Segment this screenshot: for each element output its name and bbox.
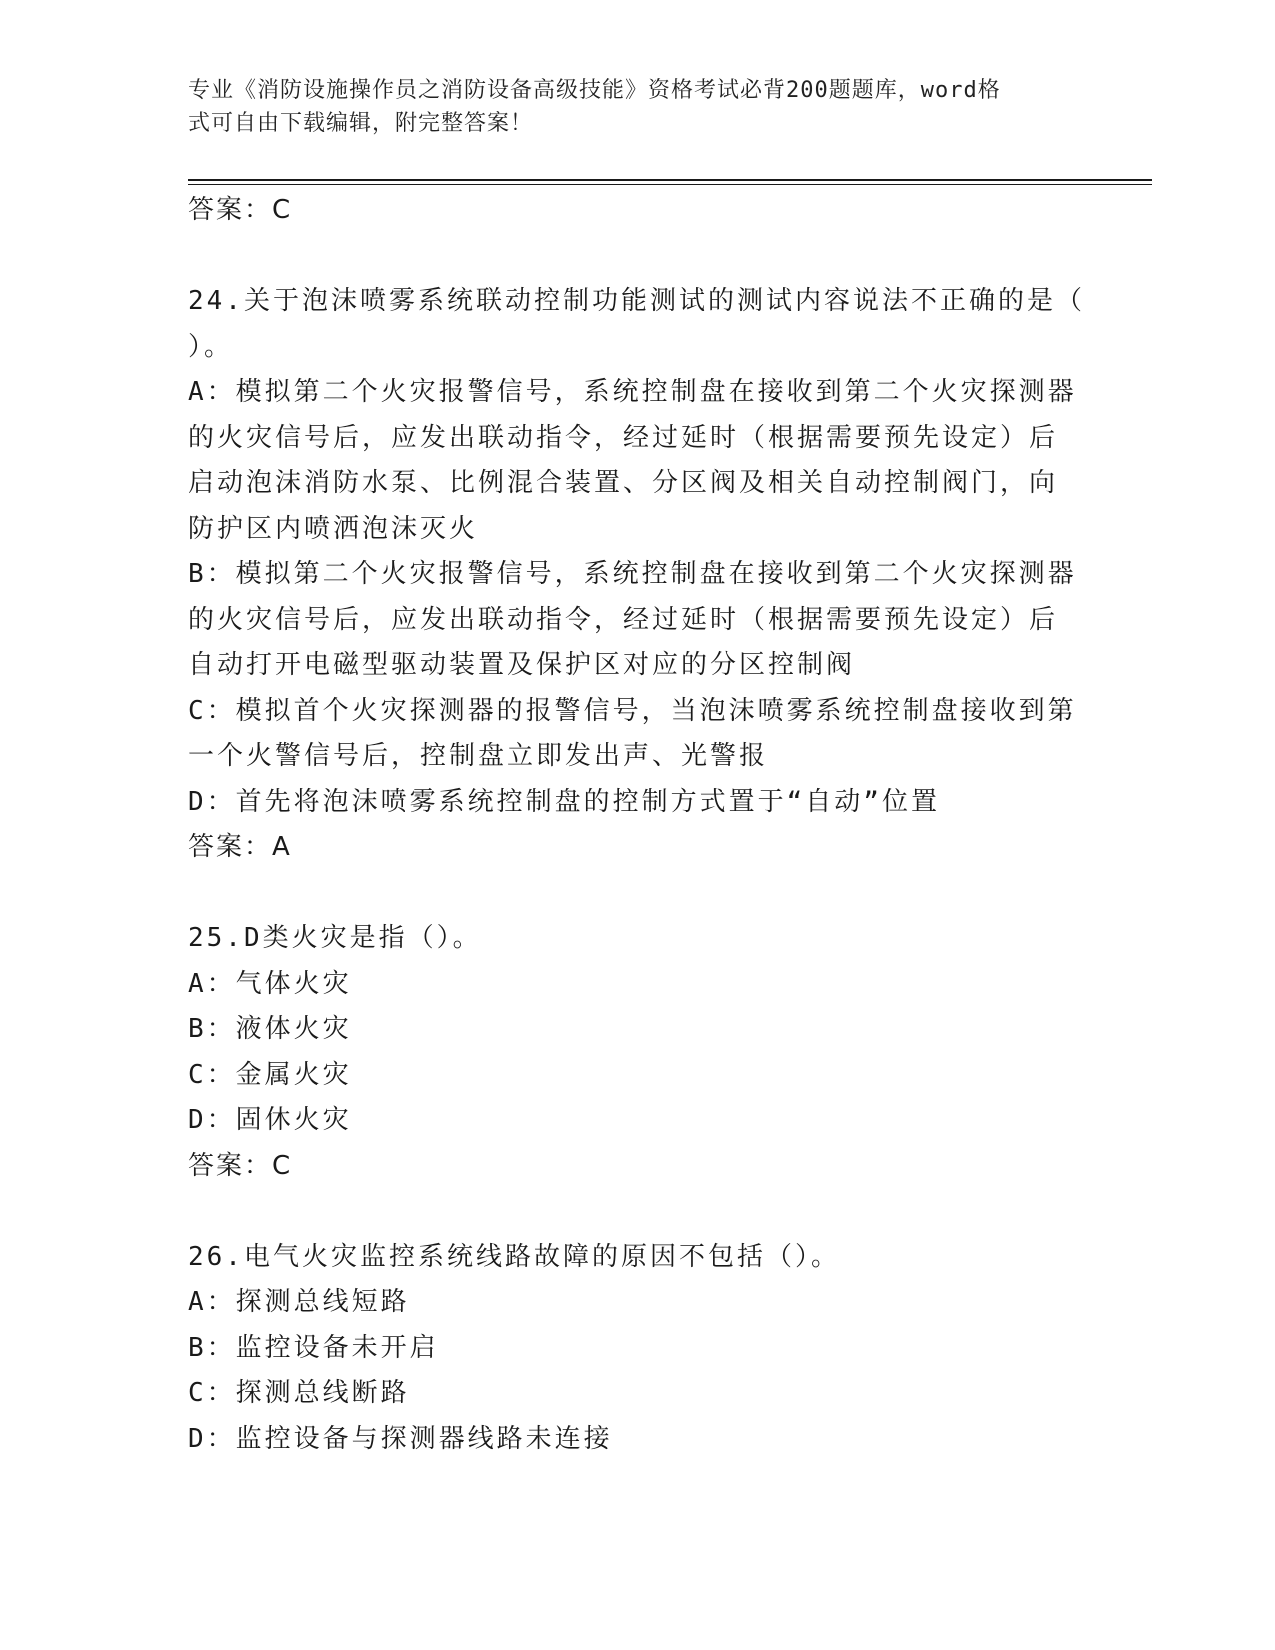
header-line-2: 式可自由下载编辑，附完整答案！ bbox=[188, 111, 534, 136]
document-header bbox=[188, 74, 1068, 140]
header-divider-thin bbox=[188, 184, 1152, 185]
option-d: D：固休火灾 bbox=[188, 1105, 352, 1135]
spacer bbox=[188, 871, 1088, 917]
question-stem: 24.关于泡沫喷雾系统联动控制功能测试的测试内容说法不正确的是（ bbox=[188, 286, 1085, 316]
option-d: D：首先将泡沫喷雾系统控制盘的控制方式置于“自动”位置 bbox=[188, 786, 940, 817]
question-stem: 26.电气火灾监控系统线路故障的原因不包括（）。 bbox=[188, 1241, 840, 1272]
option-a: 的火灾信号后，应发出联动指令，经过延时（根据需要预先设定）后 bbox=[188, 422, 1059, 453]
option-a: A：探测总线短路 bbox=[188, 1287, 410, 1317]
option-d: D：监控设备与探测器线路未连接 bbox=[188, 1423, 613, 1454]
option-c: 一个火警信号后，控制盘立即发出声、光警报 bbox=[188, 741, 769, 771]
option-b: 的火灾信号后，应发出联动指令，经过延时（根据需要预先设定）后 bbox=[188, 604, 1059, 635]
option-b: B：监控设备未开启 bbox=[188, 1332, 439, 1363]
option-b: B：模拟第二个火灾报警信号，系统控制盘在接收到第二个火灾探测器 bbox=[188, 559, 1077, 589]
option-c: C：金属火灾 bbox=[188, 1059, 352, 1090]
question-stem: 25.D类火灾是指（）。 bbox=[188, 923, 482, 953]
option-a: A：气体火灾 bbox=[188, 968, 352, 999]
question-25 bbox=[188, 916, 1088, 1189]
option-b: B：液体火灾 bbox=[188, 1014, 352, 1044]
header-line-1: 专业《消防设施操作员之消防设备高级技能》资格考试必背200题题库，word格 bbox=[188, 78, 1001, 103]
option-a: 防护区内喷洒泡沫灭火 bbox=[188, 513, 479, 544]
question-26 bbox=[188, 1235, 1088, 1463]
option-c: C：模拟首个火灾探测器的报警信号，当泡沫喷雾系统控制盘接收到第 bbox=[188, 695, 1077, 726]
answer-24: 答案：A bbox=[188, 832, 292, 862]
spacer bbox=[188, 1189, 1088, 1235]
question-24 bbox=[188, 279, 1088, 871]
document-body bbox=[188, 188, 1088, 1462]
option-b: 自动打开电磁型驱动装置及保护区对应的分区控制阀 bbox=[188, 650, 856, 680]
answer-25: 答案：C bbox=[188, 1150, 293, 1181]
answer-23: 答案：C bbox=[188, 195, 293, 225]
question-stem: ）。 bbox=[188, 331, 234, 362]
spacer bbox=[188, 234, 1088, 280]
option-a: A：模拟第二个火灾报警信号，系统控制盘在接收到第二个火灾探测器 bbox=[188, 377, 1077, 407]
header-divider-thick bbox=[188, 179, 1152, 181]
option-a: 启动泡沫消防水泵、比例混合装置、分区阀及相关自动控制阀门，向 bbox=[188, 468, 1059, 498]
option-c: C：探测总线断路 bbox=[188, 1378, 410, 1408]
